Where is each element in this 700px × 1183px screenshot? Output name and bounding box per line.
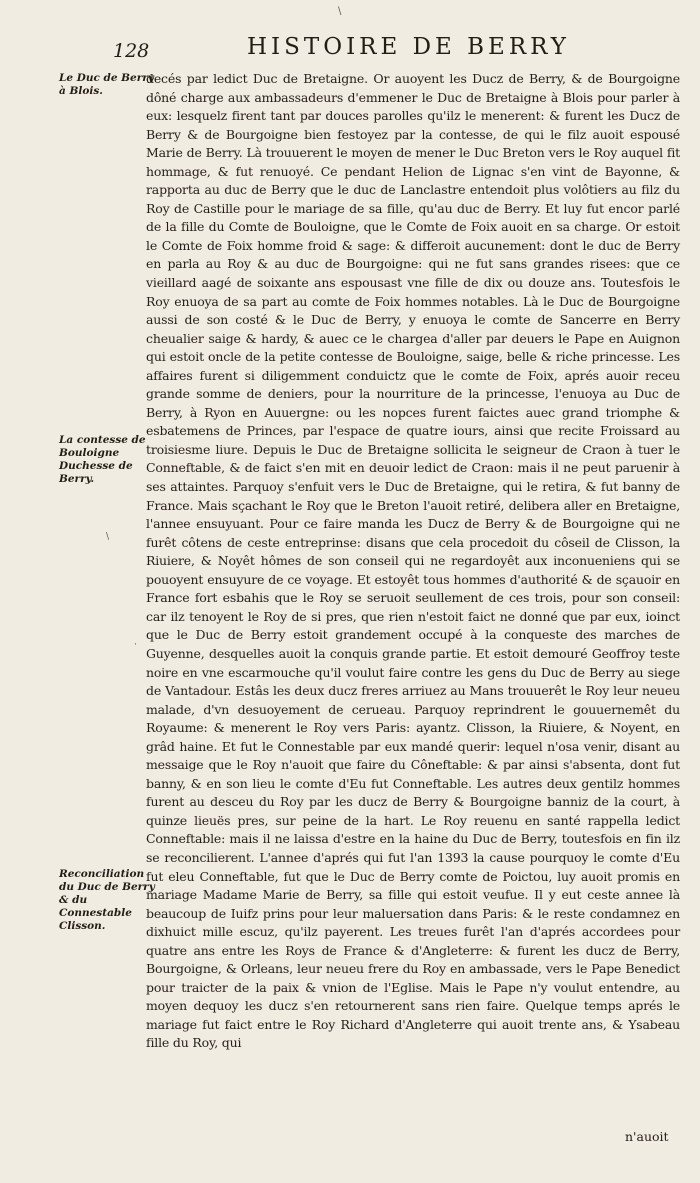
running-title: HISTOIRE DE BERRY xyxy=(247,34,570,60)
margin-mark: \ xyxy=(106,532,110,542)
page-number: 128 xyxy=(113,40,150,62)
margin-mark: · xyxy=(134,640,137,650)
marginal-note: Le Duc de Berry à Blois. xyxy=(59,72,154,97)
catchword: n'auoit xyxy=(625,1129,669,1144)
marginal-note: La contesse de Bouloigne Duchesse de Berry. xyxy=(59,434,146,485)
printer-mark: \ xyxy=(338,6,342,17)
marginal-note: Reconciliation du Duc de Berry & du Connestable Clisson. xyxy=(59,868,155,932)
main-text-block: decés par ledict Duc de Bretaigne. Or auoyent les Ducz de Berry, & de Bourgoigne dôné charge aux ambassadeurs d'emmener le Duc de Bretaigne à Blois pour parler à eux: lesquelz firent tant par douces parolles qu'ilz le menerent: & furent les Ducz de Berry & de Bourgoigne bien festoyez par la contesse, de qui le filz auoit espousé Marie de Berry. Là trouuerent le moyen de mener le Duc Breton vers le Roy auquel fit hommage, & fut renuoyé. Ce pendant Helion de Lignac s'en vint de Bayonne, & rapporta au duc de Berry que le duc de Lanclastre entendoit plus volôtiers au filz du Roy de Castille pour le mariage de sa fille, qu'au duc de Berry. Et luy fut encor parlé de la fille du Comte de Bouloigne, que le Comte de Foix auoit en sa charge. Or estoit le Comte de Foix homme froid & sage: & differoit aucunement: dont le duc de Berry en parla au Roy & au duc de Bourgoigne: qui ne fut sans grandes risees: que ce vieillard aagé de soixante ans espousast vne fille de dix ou douze ans. Toutesfois le Roy enuoya de sa part au comte de Foix hommes notables. Là le Duc de Bourgoigne aussi de son costé & le Duc de Berry, y enuoya le comte de Sancerre en Berry cheualier saige & hardy, & auec ce le chargea d'aller par deuers le Pape en Auignon qui estoit oncle de la petite contesse de Bouloigne, saige, belle & riche princesse. Les affaires furent si diligemment conduictz que le comte de Foix, aprés auoir receu grande somme de deniers, pour la nourriture de la princesse, l'enuoya au Duc de Berry, à Ryon en Auuergne: ou les nopces furent faictes auec grand triomphe & esbatemens de Princes, par l'espace de quatre iours, ainsi que recite Froissard au troisiesme liure. Depuis le Duc de Bretaigne sollicita le seigneur de Craon à tuer le Conneftable, & de faict s'en mit en deuoir ledict de Craon: mais il ne peut paruenir à ses attaintes. Parquoy s'enfuit vers le Duc de Bretaigne, qui le retira, & fut banny de France. Mais sçachant le Roy que le Breton l'auoit retiré, delibera aller en Bretaigne, l'annee ensuyuant. Pour ce faire manda les Ducz de Berry & de Bourgoigne qui ne furêt côtens de ceste entreprinse: disans que cela procedoit du côseil de Clisson, la Riuiere, & Noyêt hômes de son conseil qui ne regardoyêt aux inconueniens qui se pouoyent ensuyure de ce voyage. Et estoyêt tous hommes d'authorité & de sçauoir en France fort esbahis que le Roy se seruoit seullement de ces trois, pour son conseil: car ilz tenoyent le Roy de si pres, que rien n'estoit faict ne donné que par eux, ioinct que le Duc de Berry estoit grandement occupé à la conqueste des marches de Guyenne, desquelles auoit la conquis grande partie. Et estoit demouré Geoffroy teste noire en vne escarmouche qu'il voulut faire contre les gens du Duc de Berry au siege de Vantadour. Estâs les deux ducz freres arriuez au Mans trouuerêt le Roy leur neueu malade, d'vn desuoyement de cerueau. Parquoy reprindrent le gouuernemêt du Royaume: & menerent le Roy vers Paris: ayantz. Clisson, la Riuiere, & Noyent, en grâd haine. Et fut le Connestable par eux mandé querir: lequel n'osa venir, disant au messaige que le Roy n'auoit que faire du Côneftable: & par ainsi s'absenta, dont fut banny, & en son lieu le comte d'Eu fut Conneftable. Les autres deux gentilz hommes furent au desceu du Roy par les ducz de Berry & Bourgoigne banniz de la court, à quinze lieuës pres, sur peine de la hart. Le Roy reuenu en santé rappella ledict Conneftable: mais il ne laissa d'estre en la haine du Duc de Berry, toutesfois en fin ilz se reconcilierent. L'annee d'aprés qui fut l'an 1393 la cause pourquoy le comte d'Eu fut eleu Conneftable, fut que le Duc de Berry comte de Poictou, luy auoit promis en mariage Madame Marie de Berry, sa fille qui estoit veufue. Il y eut ceste annee là beaucoup de Iuifz prins pour leur maluersation dans Paris: & le reste condamnez en dixhuict mille escuz, qu'ilz payerent. Les treues furêt l'an d'aprés accordees pour quatre ans entre les Roys de France & d'Angleterre: & furent les ducz de Berry, Bourgoigne, & Orleans, leur neueu frere du Roy en ambassade, vers le Pape Benedict pour traicter de la paix & vnion de l'Eglise. Mais le Pape n'y voulut entendre, au moyen dequoy les ducz s'en retournerent sans rien faire. Quelque temps aprés le mariage fut faict entre le Roy Richard d'Angleterre qui auoit trente ans, & Ysabeau fille du Roy, qui xyxy=(146,71,680,1051)
page-header xyxy=(0,32,700,72)
